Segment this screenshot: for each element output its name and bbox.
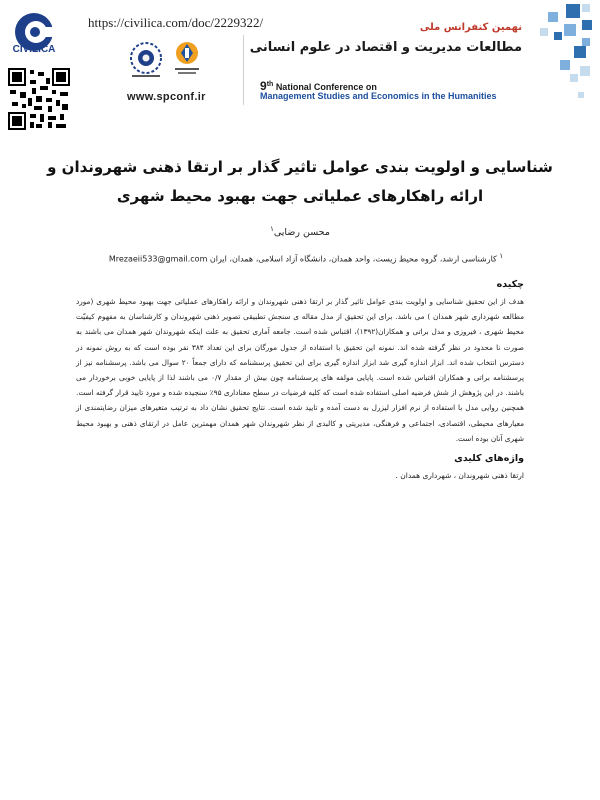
paper-title [40,153,560,211]
abstract-heading: چکیده [496,279,524,290]
author-email[interactable]: Mrezaeii533@gmail.com [108,254,208,264]
university-logo-icon [126,40,166,80]
qr-code-icon [8,68,70,130]
conference-en-text: National Conference on [275,82,377,92]
conference-website[interactable]: www.spconf.ir [127,91,206,103]
affiliation-text: کارشناسی ارشد، گروه محیط زیست، واحد همدان، دانشگاه آزاد اسلامی، همدان، ایران [209,254,497,264]
keywords-heading: واژه‌های کلیدی [454,453,524,464]
document-url-link[interactable]: https://civilica.com/doc/2229322/ [88,15,264,30]
author-mark: ۱ [270,225,274,233]
header-divider [243,35,244,105]
conference-ordinal: 9 [260,79,267,93]
abstract-body: هدف از این تحقیق شناسایی و اولویت بندی عوامل تاثیر گذار بر ارتقا ذهنی شهروندان و ارائه راهکارهای عملیاتی جهت بهبود محیط شهری (مورد مطالعه شهرداری شهر همدان ) می باشد. برای این تحقیق از مدل مقاله ی سنجش تطبیقی تصویر ذهنی شهروندان و کارشناسان به مفهوم کیفیّت محیط شهری ، فیروزی و مدل براتی و همکاران(۱۳۹۲)، اقتباس شده است. جامعه آماری تحقیق به علت اینکه شهروندان شهر همدان می باشند به صورت نا محدود در نظر گرفته شده اند. نمونه این تحقیق با استفاده از جدول مورگان برای این تعداد ۳۸۴ نفر بوده است که به روش نمونه در دسترس انتخاب شده اند. ابزار اندازه گیری شد ابزار اندازه گیری برای این تحقیق پرسشنامه که دارای جمعاً ۲۰ سوال می باشد. پرسشنامه نیز از پرسشنامه براتی و همکاران اقتباس شده است. پایایی مولفه های پرسشنامه چون بیش از مقدار ۰/۷ می باشند لذا از پایایی خوبی برخوردار می باشند. در این پژوهش از شش فرضیه اصلی استفاده شده است که کلیه فرضیات در سطح معناداری ۹۵٪ سنجیده شده و مورد تایید قرار گرفته است. همچنین روایی مدل با استفاده از نرم افزار لیزرل به دست آمده و تایید شده است. نتایج تحقیق نشان داد به ترتیب متغیرهای میزان رضایتمندی از معیارهای محیطی، اقتصادی، اجتماعی و فرهنگی، مدیریتی و کالبدی از نظر شهروندان شهر همدان مهمترین عامل در ارتقای ذهنی و بهبود محیط شهری آنان بوده است. [76,297,525,443]
paper-title-line2: ارائه راهکارهای عملیاتی جهت بهبود محیط شهری [116,187,484,205]
author-text: محسن رضایی [273,227,330,239]
author-name [100,225,500,238]
conference-ordinal-suffix: th [266,81,274,88]
keywords-body: ارتقا ذهنی شهروندان ، شهرداری همدان . [395,471,524,480]
paper-title-line1: شناسایی و اولویت بندی عوامل تاثیر گذار بر ارتقا ذهنی شهروندان و [47,158,553,176]
conference-title-fa-line2: مطالعات مدیریت و اقتصاد در علوم انسانی [249,40,522,55]
conference-title-en-line2: Management Studies and Economics in the Humanities [260,91,497,101]
conference-title-fa-line1: نهمین کنفرانس ملی [419,22,522,33]
affiliation-mark: ۱ [499,252,504,260]
conference-header [0,0,600,140]
institute-logo-icon [172,40,202,80]
civilica-logo-icon[interactable] [5,8,63,66]
civilica-label: CIVILICA [12,44,56,55]
decorative-cubes-icon [526,2,592,112]
author-affiliation [76,252,536,264]
